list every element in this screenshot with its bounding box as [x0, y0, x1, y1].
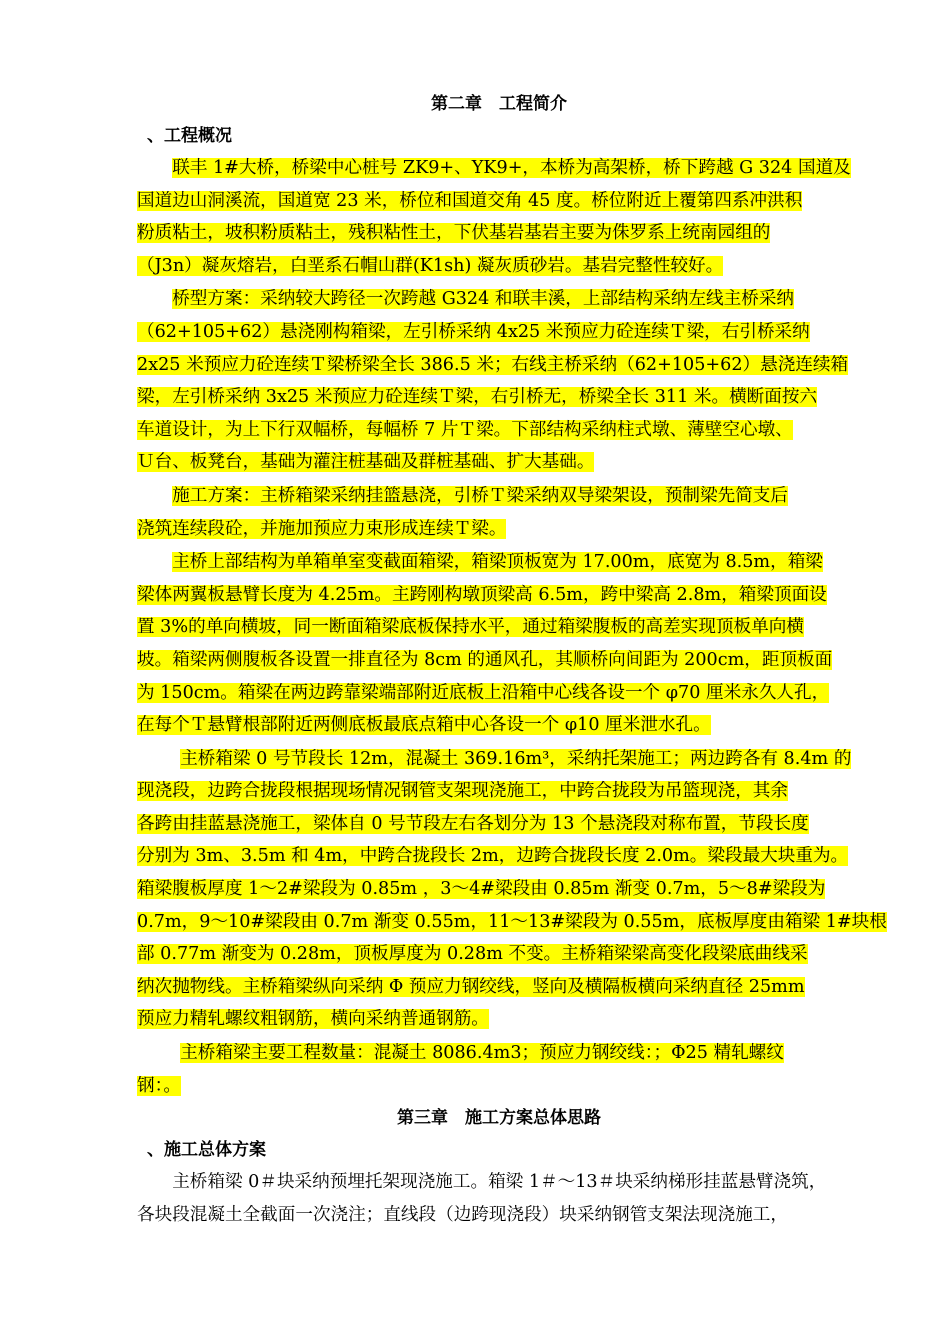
text-line: 分别为 3m、3.5m 和 4m，中跨合拢段长 2m，边跨合拢段长度 2.0m。梁段最大块重为。 — [137, 846, 849, 867]
paragraph-quantities — [137, 1037, 861, 1102]
chapter-3-title: 第三章 施工方案总体思路 — [397, 1108, 601, 1129]
text-line: 为 150cm。箱梁在两边跨靠梁端部附近底板上沿箱中心线各设一个 φ70 厘米永久人孔， — [137, 682, 830, 703]
text-line: 主桥上部结构为单箱单室变截面箱梁，箱梁顶板宽为 17.00m，底宽为 8.5m，箱梁 — [172, 552, 823, 573]
text-line: 梁，左引桥采纳 3x25 米预应力砼连续Ｔ梁，右引桥无，桥梁全长 311 米。横断面按六 — [137, 387, 818, 408]
text-line: 预应力精轧螺纹粗钢筋，横向采纳普通钢筋。 — [137, 1009, 489, 1030]
text-line: 施工方案：主桥箱梁采纳挂篮悬浇，引桥Ｔ梁采纳双导梁架设，预制梁先简支后 — [172, 485, 788, 506]
text-line: 主桥箱梁 0＃块采纳预埋托架现浇施工。箱梁 1＃～13＃块采纳梯形挂蓝悬臂浇筑， — [172, 1172, 827, 1193]
text-line: 钢：。 — [137, 1075, 181, 1096]
text-line: 2x25 米预应力砼连续Ｔ梁桥梁全长 386.5 米；右线主桥采纳（62+105+62）悬浇连续箱 — [137, 354, 849, 375]
text-line: 梁体两翼板悬臂长度为 4.25m。主跨刚构墩顶梁高 6.5m，跨中梁高 2.8m，箱梁顶面设 — [137, 584, 827, 605]
text-line: 部 0.77m 渐变为 0.28m，顶板厚度为 0.28m 不变。主桥箱梁梁高变化段梁底曲线采 — [137, 944, 808, 965]
text-line: （62+105+62）悬浇刚构箱梁，左引桥采纳 4x25 米预应力砼连续Ｔ梁，右引桥采纳 — [137, 321, 810, 342]
chapter-2-title: 第二章 工程简介 — [431, 94, 567, 114]
text-line: 在每个Ｔ悬臂根部附近两侧底板最底点箱中心各设一个 φ10 厘米泄水孔。 — [137, 715, 711, 736]
text-line: （J3n）凝灰熔岩，白垩系石帽山群(K1sh) 凝灰质砂岩。基岩完整性较好。 — [137, 255, 724, 276]
text-line: Ｕ台、板凳台，基础为灌注桩基础及群桩基础、扩大基础。 — [137, 452, 595, 473]
text-line: 各跨由挂蓝悬浇施工，梁体自 0 号节段左右各划分为 13 个悬浇段对称布置，节段长度 — [137, 813, 809, 834]
text-line: 粉质粘土，坡积粉质粘土，残积粘性土，下伏基岩基岩主要为侏罗系上统南园组的 — [137, 223, 771, 244]
text-line: 联丰 1#大桥，桥梁中心桩号 ZK9+、YK9+，本桥为高架桥，桥下跨越 G 324 国道及 — [172, 158, 851, 178]
paragraph-bridge-location — [137, 152, 861, 282]
text-line: 主桥箱梁 0 号节段长 12m，混凝土 369.16m³，采纳托架施工；两边跨各有 8.4m 的 — [180, 748, 852, 769]
text-line: 桥型方案：采纳较大跨径一次跨越 G324 和联丰溪，上部结构采纳左线主桥采纳 — [172, 289, 795, 310]
paragraph-construction-plan — [137, 480, 861, 545]
paragraph-bridge-type — [137, 283, 861, 479]
paragraph-segment-details — [137, 743, 887, 1036]
text-line: 浇筑连续段砼，并施加预应力束形成连续Ｔ梁。 — [137, 518, 507, 539]
text-line: 坡。箱梁两侧腹板各设置一排直径为 8cm 的通风孔，其顺桥向间距为 200cm，距顶板面 — [137, 649, 833, 670]
text-line: 置 3%的单向横坡，同一断面箱梁底板保持水平，通过箱梁腹板的高差实现顶板单向横 — [137, 617, 804, 638]
text-line: 箱梁腹板厚度 1～2#梁段为 0.85m ，3～4#梁段由 0.85m 渐变 0.7m，5～8#梁段为 — [137, 879, 826, 900]
section-overall-construction-plan: 、施工总体方案 — [147, 1140, 266, 1161]
document-page — [137, 88, 887, 1231]
text-line: 各块段混凝土全截面一次浇注；直线段（边跨现浇段）块采纳钢管支架法现浇施工， — [137, 1204, 788, 1225]
paragraph-overall-plan — [137, 1166, 861, 1231]
text-line: 国道边山洞溪流，国道宽 23 米，桥位和国道交角 45 度。桥位附近上覆第四系冲洪积 — [137, 190, 803, 211]
text-line: 纳次抛物线。主桥箱梁纵向采纳 Φ 预应力钢绞线，竖向及横隔板横向采纳直径 25mm — [137, 976, 805, 997]
text-line: 主桥箱梁主要工程数量：混凝土 8086.4m3；预应力钢绞线：；Φ25 精轧螺纹 — [180, 1043, 784, 1064]
text-line: 现浇段，边跨合拢段根据现场情况钢管支架现浇施工，中跨合拢段为吊篮现浇，其余 — [137, 781, 788, 802]
text-line: 0.7m，9～10#梁段由 0.7m 渐变 0.55m，11～13#梁段为 0.55m，底板厚度由箱梁 1#块根 — [137, 911, 887, 932]
paragraph-box-girder-structure — [137, 546, 861, 742]
text-line: 车道设计，为上下行双幅桥，每幅桥 7 片Ｔ梁。下部结构采纳柱式墩、薄壁空心墩、 — [137, 419, 793, 440]
section-project-overview: 、工程概况 — [147, 126, 232, 146]
